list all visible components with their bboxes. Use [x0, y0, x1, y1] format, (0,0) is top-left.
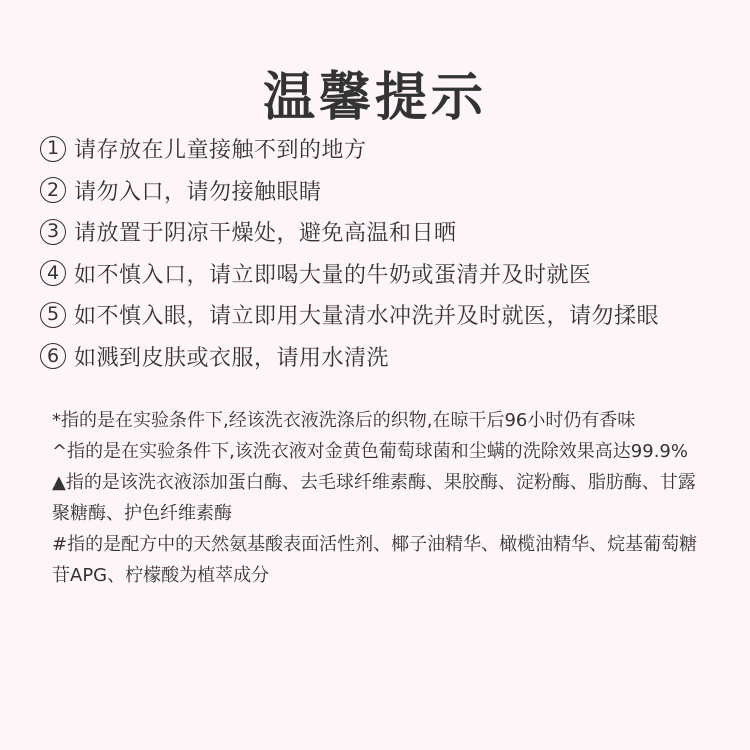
tip-item — [40, 253, 740, 295]
tip-text: 如不慎入眼，请立即用大量清水冲洗并及时就医，请勿揉眼 — [74, 304, 660, 330]
footnotes — [52, 405, 712, 591]
circled-number-3: 3 — [40, 219, 66, 245]
tip-item — [40, 336, 740, 378]
footnote-antibacterial: ^指的是在实验条件下,该洗衣液对金黄色葡萄球菌和尘螨的洗除效果高达99.9% — [52, 441, 688, 462]
tip-text: 如不慎入口，请立即喝大量的牛奶或蛋清并及时就医 — [74, 262, 592, 288]
circled-number-6: 6 — [40, 343, 66, 369]
footnote-enzymes: ▲指的是该洗衣液添加蛋白酶、去毛球纤维素酶、果胶酶、淀粉酶、脂肪酶、甘露聚糖酶、护色纤维素酶 — [52, 472, 696, 524]
circled-number-1: 1 — [40, 136, 66, 162]
tip-text: 请放置于阴凉干燥处，避免高温和日晒 — [74, 221, 457, 247]
tip-item — [40, 211, 740, 253]
footnote-fragrance: *指的是在实验条件下,经该洗衣液洗涤后的织物,在晾干后96小时仍有香味 — [52, 410, 636, 431]
footnote-plant-ingredients: #指的是配方中的天然氨基酸表面活性剂、椰子油精华、橄榄油精华、烷基葡萄糖苷APG、柠檬酸为植萃成分 — [52, 534, 698, 586]
page-title: 温馨提示 — [262, 67, 487, 128]
tip-text: 请勿入口，请勿接触眼睛 — [74, 179, 322, 205]
tip-item — [40, 128, 740, 170]
circled-number-4: 4 — [40, 260, 66, 286]
circled-number-5: 5 — [40, 302, 66, 328]
tip-text: 如溅到皮肤或衣服，请用水清洗 — [74, 345, 390, 371]
tips-list — [40, 128, 740, 377]
circled-number-2: 2 — [40, 177, 66, 203]
tip-text: 请存放在儿童接触不到的地方 — [74, 138, 367, 164]
tip-item — [40, 294, 740, 336]
tip-item — [40, 170, 740, 212]
